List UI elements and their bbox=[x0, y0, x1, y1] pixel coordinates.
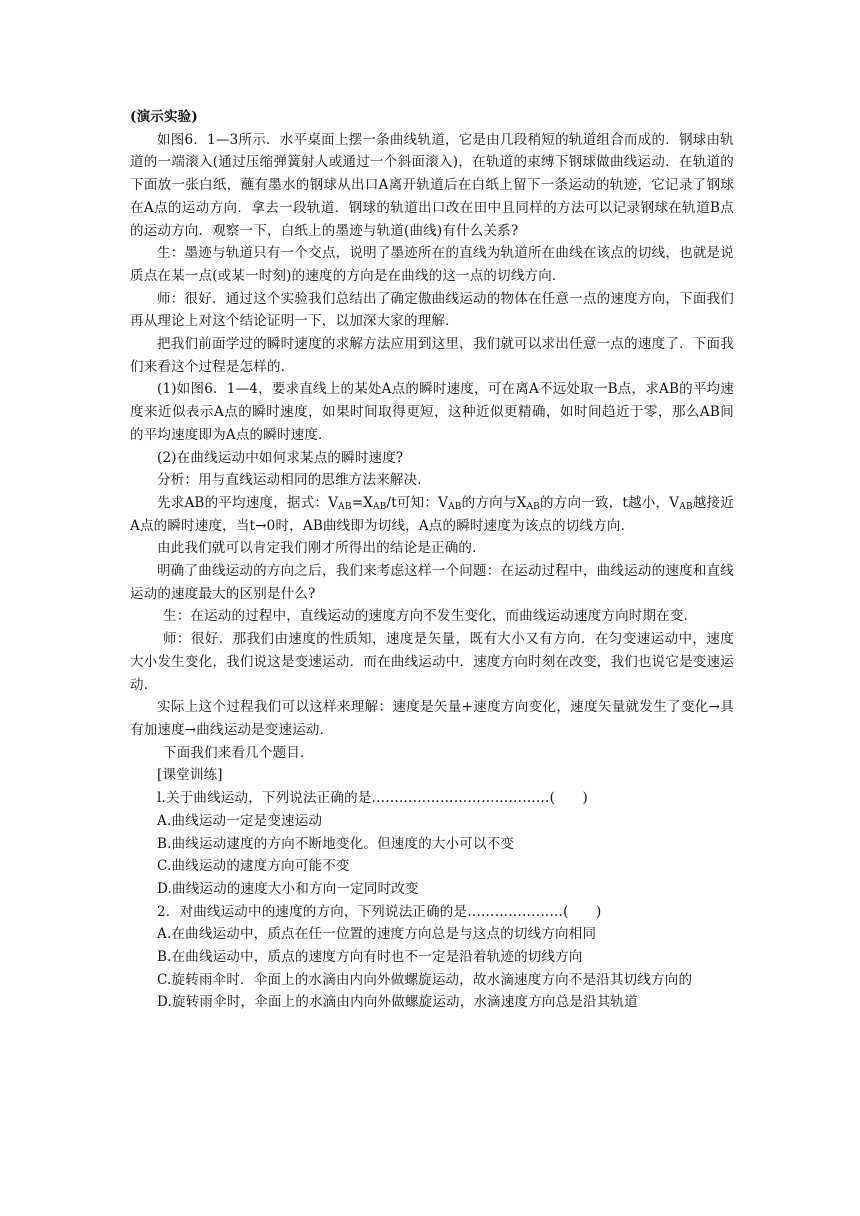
section-heading: [课堂训练] bbox=[157, 767, 223, 784]
formula-text: /t可知：V bbox=[386, 494, 449, 511]
subscript-ab: AB bbox=[373, 501, 387, 512]
paragraph-student-answer: 生：墨迹与轨道只有一个交点，说明了墨迹所在的直线为轨道所在曲线在该点的切线，也就是说质点在某一点(或某一时刻)的速度的方向是在曲线的这一点的切线方向． bbox=[130, 245, 734, 284]
question-1: l.关于曲线运动，下列说法正确的是…………………………………( ) bbox=[157, 790, 588, 807]
document-page bbox=[130, 106, 734, 1014]
question-2-option-c: C.旋转雨伞时．伞面上的水滴由内向外做螺旋运动，故水滴速度方向不是沿其切线方向的 bbox=[157, 971, 693, 988]
question-2-option-d: D.旋转雨伞时，伞面上的水滴由内向外做螺旋运动，水滴速度方向总是沿其轨道 bbox=[157, 994, 638, 1011]
paragraph-step-2: (2)在曲线运动中如何求某点的瞬时速度? bbox=[157, 449, 404, 466]
formula-text: =X bbox=[351, 494, 374, 511]
question-1-option-c: C.曲线运动的逮度方向可能不变 bbox=[157, 858, 350, 875]
paragraph-teacher-reply-2: 师：很好．那我们由速度的性质知，速度是矢量，既有大小又有方向．在匀变速运动中，速度大小发生变化，我们说这是变速运动．而在曲线运动中．速度方向时刻在改变，我们也说它是变速运动． bbox=[130, 631, 734, 693]
paragraph-average-velocity bbox=[130, 492, 734, 537]
paragraph-question: 明确了曲线运动的方向之后，我们来考虑这样一个问题：在运动过程中，曲线运动的速度和直线运动的速度最大的区别是什么? bbox=[130, 563, 734, 602]
question-2: 2．对曲线运动中的速度的方向，下列说法正确的是…………………( ) bbox=[157, 903, 602, 920]
subscript-ab: AB bbox=[679, 501, 693, 512]
question-1-option-d: D.曲线运动的速度大小和方向一定同时改变 bbox=[157, 880, 419, 897]
paragraph-student-answer-2: 生：在运动的过程中，直线运动的速度方向不发生变化，而曲线运动速度方向时期在变． bbox=[163, 608, 698, 625]
demo-heading: (演示实验) bbox=[130, 109, 198, 125]
question-2-option-b: B.在曲线运动中，质点的速度方向有时也不一定是沿着轨迹的切线方向 bbox=[157, 949, 583, 966]
paragraph-step-1: (1)如图6．1—4，要求直线上的某处A点的瞬时速度，可在离A不远处取一B点，求AB的平均速度来近似表示A点的瞬时速度，如果时间取得更短，这种近似更精确，如时间趋近于零，那么AB间的平均速度即为A点的瞬时速度． bbox=[130, 381, 734, 443]
paragraph-analysis: 分析：用与直线运动相同的思维方法来解决． bbox=[157, 472, 431, 489]
paragraph-demo: 如图6．1—3所示．水平桌面上摆一条曲线轨道，它是由几段稍短的轨道组合而成的．钢球由轨道的一端滚入(通过压缩弹簧射人或通过一个斜面滚入)，在轨道的束缚下钢球做曲线运动．在轨道的下面放一张白纸，蘸有墨水的钢球从出口A离开轨道后在白纸上留下一条运动的轨迹，它记录了钢球在A点的运动方向．拿去一段轨道．钢球的轨道出口改在田中且同样的方法可以记录钢球在轨道B点的运动方向．观察一下，白纸上的墨迹与轨道(曲线)有什么关系? bbox=[130, 131, 734, 239]
subscript-ab: AB bbox=[448, 501, 462, 512]
formula-text: 先求AB的平均速度，据式：V bbox=[157, 494, 339, 511]
paragraph-method: 把我们前面学过的瞬时速度的求解方法应用到这里，我们就可以求出任意一点的速度了．下面我们来看这个过程是怎样的． bbox=[130, 336, 734, 375]
subscript-ab: AB bbox=[526, 501, 540, 512]
formula-text: 的方向一致，t越小，V bbox=[539, 494, 680, 511]
question-1-option-a: A.曲线运动一定是变速运动 bbox=[157, 812, 323, 829]
question-1-option-b: B.曲线运动逮度的方向不断地变化。但速度的大小可以不变 bbox=[157, 835, 515, 852]
subscript-ab: AB bbox=[338, 501, 352, 512]
paragraph-conclusion: 由此我们就可以肯定我们刚才所得出的结论是正确的． bbox=[157, 540, 486, 557]
paragraph-transition: 下面我们来看几个题目． bbox=[163, 744, 314, 761]
paragraph-teacher-reply: 师：很好．通过这个实验我们总结出了确定傲曲线运动的物体在任意一点的速度方向，下面我们再从理论上对这个结论证明一下，以加深大家的理解． bbox=[130, 290, 734, 330]
question-2-option-a: A.在曲线运动中，质点在任一位置的速度方向总是与这点的切线方向相同 bbox=[157, 926, 597, 943]
paragraph-understanding: 实际上这个过程我们可以这样来理解：速度是矢量+速度方向变化，速度矢量就发生了变化→具有加速度→曲线运动是变速运动． bbox=[130, 699, 734, 738]
formula-text: 越接近A点的瞬时速度，当t→0时，AB曲线即为切线，A点的瞬时速度为该点的切线方向． bbox=[130, 494, 734, 534]
formula-text: 的方向与X bbox=[461, 494, 527, 511]
